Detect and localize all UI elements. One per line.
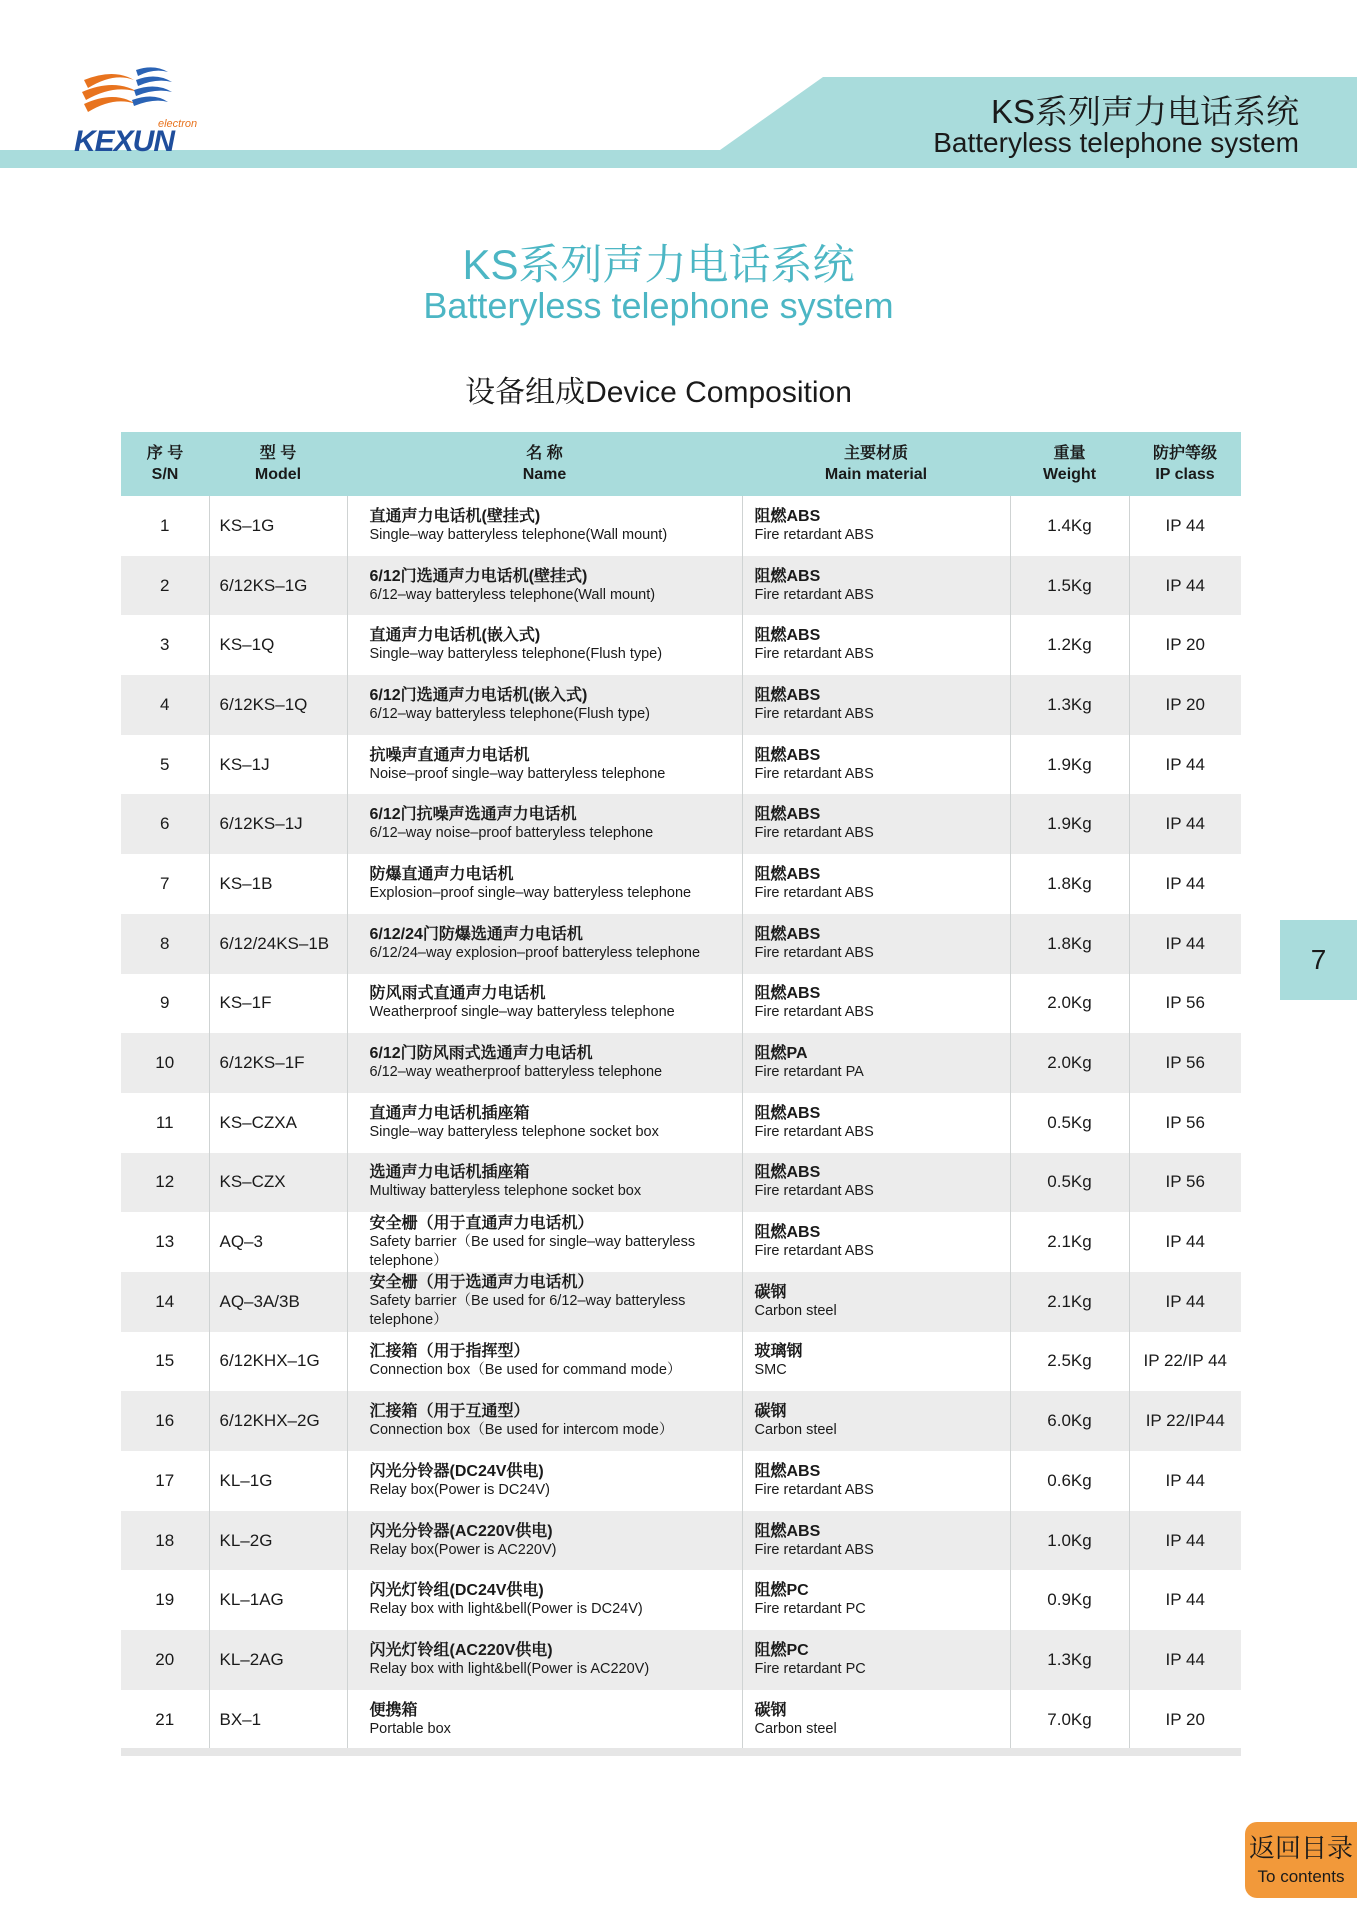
cell-material	[742, 1511, 1010, 1571]
material-cn: 阻燃ABS	[754, 567, 821, 585]
cell-name	[347, 615, 742, 675]
cell-name	[347, 1690, 742, 1750]
material-cn: 玻璃钢	[754, 1343, 803, 1361]
table-row	[121, 1451, 1241, 1511]
cell-weight: 2.0Kg	[1010, 1033, 1129, 1093]
cell-weight: 1.2Kg	[1010, 615, 1129, 675]
material-en: Fire retardant PC	[754, 1601, 866, 1618]
cell-name	[347, 914, 742, 974]
name-en: Explosion–proof single–way batteryless telephone	[369, 884, 692, 901]
cell-model: KL–2AG	[209, 1630, 347, 1690]
section-subtitle: 设备组成Device Composition	[465, 376, 852, 409]
cell-model: AQ–3A/3B	[209, 1272, 347, 1332]
cell-ip-class: IP 56	[1165, 1053, 1205, 1073]
material-cn: 阻燃ABS	[754, 746, 821, 764]
name-en: Portable box	[369, 1720, 451, 1737]
material-cn: 阻燃PC	[754, 1582, 809, 1600]
cell-weight: 1.4Kg	[1010, 496, 1129, 556]
cell-weight: 2.1Kg	[1010, 1272, 1129, 1332]
cell-sn: 9	[121, 974, 209, 1034]
cell-material	[742, 556, 1010, 616]
cell-material	[742, 1153, 1010, 1213]
cell-sn: 5	[121, 735, 209, 795]
cell-name	[347, 1391, 742, 1451]
name-cn: 闪光灯铃组(AC220V供电)	[369, 1641, 553, 1659]
cell-sn: 19	[121, 1570, 209, 1630]
table-row	[121, 1272, 1241, 1332]
material-cn: 阻燃ABS	[754, 925, 821, 943]
cell-ip-class: IP 56	[1165, 993, 1205, 1013]
page-title-cn: KS系列声力电话系统	[462, 241, 855, 288]
cell-material	[742, 1332, 1010, 1392]
cell-weight: 1.8Kg	[1010, 854, 1129, 914]
cell-weight: 0.9Kg	[1010, 1570, 1129, 1630]
cell-ip-class: IP 56	[1165, 1172, 1205, 1192]
cell-model: KS–1J	[209, 735, 347, 795]
name-cn: 汇接箱（用于互通型）	[369, 1403, 530, 1421]
material-cn: 阻燃PA	[754, 1045, 808, 1063]
cell-weight: 2.5Kg	[1010, 1332, 1129, 1392]
name-cn: 抗噪声直通声力电话机	[369, 746, 530, 764]
material-cn: 阻燃PC	[754, 1641, 809, 1659]
cell-sn: 17	[121, 1451, 209, 1511]
cell-material	[742, 1451, 1010, 1511]
material-en: Fire retardant ABS	[754, 1183, 874, 1200]
cell-ip-class: IP 44	[1165, 1530, 1205, 1550]
name-en: 6/12–way batteryless telephone(Wall mount)	[369, 586, 656, 603]
cell-weight: 7.0Kg	[1010, 1690, 1129, 1750]
cell-name	[347, 1033, 742, 1093]
cell-weight: 1.3Kg	[1010, 1630, 1129, 1690]
material-cn: 阻燃ABS	[754, 1164, 821, 1182]
cell-material	[742, 1391, 1010, 1451]
name-en: Relay box(Power is DC24V)	[369, 1481, 551, 1498]
cell-material	[742, 1690, 1010, 1750]
name-cn: 6/12门选通声力电话机(壁挂式)	[369, 567, 588, 585]
cell-model: KS–1Q	[209, 615, 347, 675]
material-cn: 阻燃ABS	[754, 1522, 821, 1540]
cell-name	[347, 1153, 742, 1213]
name-en: Safety barrier（Be used for single–way batteryless telephone）	[369, 1233, 696, 1269]
table-row	[121, 1093, 1241, 1153]
cell-material	[742, 1212, 1010, 1272]
material-en: Fire retardant ABS	[754, 1123, 874, 1140]
material-en: Fire retardant ABS	[754, 705, 874, 722]
cell-ip-class: IP 22/IP 44	[1143, 1351, 1227, 1371]
cell-model: 6/12KS–1Q	[209, 675, 347, 735]
cell-sn: 13	[121, 1212, 209, 1272]
cell-name	[347, 1332, 742, 1392]
cell-sn: 20	[121, 1630, 209, 1690]
table-header-row	[121, 432, 1241, 496]
cell-sn: 12	[121, 1153, 209, 1213]
material-en: Fire retardant ABS	[754, 825, 874, 842]
table-row	[121, 1153, 1241, 1213]
name-en: Connection box（Be used for intercom mode）	[369, 1422, 674, 1439]
material-en: Fire retardant ABS	[754, 884, 874, 901]
cell-name	[347, 1272, 742, 1332]
cell-ip-class: IP 44	[1165, 1470, 1205, 1490]
cell-weight: 1.8Kg	[1010, 914, 1129, 974]
material-cn: 阻燃ABS	[754, 627, 821, 645]
cell-model: KL–2G	[209, 1511, 347, 1571]
cell-material	[742, 1570, 1010, 1630]
table-row	[121, 1570, 1241, 1630]
cell-material	[742, 914, 1010, 974]
material-cn: 碳钢	[754, 1403, 787, 1421]
material-cn: 阻燃ABS	[754, 1224, 821, 1242]
material-en: Fire retardant ABS	[754, 1243, 874, 1260]
cell-name	[347, 1451, 742, 1511]
cell-sn: 1	[121, 496, 209, 556]
cell-weight: 6.0Kg	[1010, 1391, 1129, 1451]
cell-ip-class: IP 44	[1165, 1232, 1205, 1252]
cell-weight: 0.6Kg	[1010, 1451, 1129, 1511]
name-en: 6/12/24–way explosion–proof batteryless telephone	[369, 944, 701, 961]
cell-ip-class: IP 44	[1165, 575, 1205, 595]
name-cn: 6/12门选通声力电话机(嵌入式)	[369, 686, 588, 704]
name-cn: 安全栅（用于直通声力电话机）	[369, 1214, 594, 1232]
cell-model: KS–1F	[209, 974, 347, 1034]
cell-name	[347, 556, 742, 616]
logo-subtext: electron	[158, 118, 198, 130]
cell-model: BX–1	[209, 1690, 347, 1750]
name-cn: 安全栅（用于选通声力电话机）	[369, 1274, 594, 1292]
name-en: Weatherproof single–way batteryless telephone	[369, 1004, 675, 1021]
cell-model: 6/12KS–1G	[209, 556, 347, 616]
cell-sn: 4	[121, 675, 209, 735]
cell-model: AQ–3	[209, 1212, 347, 1272]
cell-material	[742, 794, 1010, 854]
name-en: Single–way batteryless telephone socket box	[369, 1123, 659, 1140]
cell-model: 6/12KHX–2G	[209, 1391, 347, 1451]
cell-material	[742, 854, 1010, 914]
cell-model: KL–1AG	[209, 1570, 347, 1630]
cell-weight: 1.5Kg	[1010, 556, 1129, 616]
name-cn: 6/12门防风雨式选通声力电话机	[369, 1045, 593, 1063]
material-cn: 阻燃ABS	[754, 507, 821, 525]
table-row	[121, 1690, 1241, 1750]
back-button-label-cn: 返回目录	[1248, 1833, 1353, 1863]
header-model: 型 号 Model	[254, 445, 302, 483]
header-title-cn: KS系列声力电话系统	[990, 93, 1299, 130]
header-weight: 重量 Weight	[1042, 445, 1097, 483]
cell-weight: 1.3Kg	[1010, 675, 1129, 735]
cell-ip-class: IP 44	[1165, 754, 1205, 774]
name-en: Safety barrier（Be used for 6/12–way batteryless telephone）	[369, 1293, 686, 1329]
name-cn: 直通声力电话机(壁挂式)	[369, 507, 541, 525]
table-row	[121, 794, 1241, 854]
cell-name	[347, 1212, 742, 1272]
cell-name	[347, 1093, 742, 1153]
cell-model: KS–1B	[209, 854, 347, 914]
cell-name	[347, 735, 742, 795]
material-cn: 碳钢	[754, 1283, 787, 1301]
cell-ip-class: IP 44	[1165, 814, 1205, 834]
header-ip-class: 防护等级 IP class	[1152, 445, 1217, 483]
material-cn: 碳钢	[754, 1701, 787, 1719]
cell-sn: 14	[121, 1272, 209, 1332]
name-en: 6/12–way batteryless telephone(Flush type)	[369, 705, 650, 722]
name-cn: 选通声力电话机插座箱	[369, 1164, 530, 1182]
cell-sn: 6	[121, 794, 209, 854]
cell-weight: 1.0Kg	[1010, 1511, 1129, 1571]
cell-name	[347, 1630, 742, 1690]
cell-weight: 1.9Kg	[1010, 735, 1129, 795]
cell-material	[742, 974, 1010, 1034]
material-en: Fire retardant ABS	[754, 526, 874, 543]
cell-material	[742, 1630, 1010, 1690]
material-cn: 阻燃ABS	[754, 985, 821, 1003]
material-en: Fire retardant ABS	[754, 765, 874, 782]
material-en: Fire retardant ABS	[754, 944, 874, 961]
cell-sn: 8	[121, 914, 209, 974]
name-cn: 6/12门抗噪声选通声力电话机	[369, 806, 577, 824]
table-row	[121, 735, 1241, 795]
cell-name	[347, 496, 742, 556]
material-en: Carbon steel	[754, 1422, 837, 1439]
name-en: Multiway batteryless telephone socket box	[369, 1183, 642, 1200]
cell-ip-class: IP 56	[1165, 1112, 1205, 1132]
name-cn: 6/12/24门防爆选通声力电话机	[369, 925, 583, 943]
cell-name	[347, 675, 742, 735]
cell-material	[742, 1272, 1010, 1332]
table-row	[121, 974, 1241, 1034]
material-cn: 阻燃ABS	[754, 1104, 821, 1122]
cell-ip-class: IP 22/IP44	[1145, 1411, 1225, 1431]
name-en: Relay box(Power is AC220V)	[369, 1541, 557, 1558]
name-en: Connection box（Be used for command mode）	[369, 1362, 682, 1379]
cell-weight: 2.1Kg	[1010, 1212, 1129, 1272]
cell-weight: 2.0Kg	[1010, 974, 1129, 1034]
name-cn: 闪光分铃器(AC220V供电)	[369, 1522, 553, 1540]
cell-sn: 7	[121, 854, 209, 914]
table-row	[121, 914, 1241, 974]
table-row	[121, 1511, 1241, 1571]
cell-ip-class: IP 44	[1165, 1590, 1205, 1610]
page-title-en: Batteryless telephone system	[423, 285, 894, 326]
material-en: SMC	[754, 1362, 787, 1379]
name-cn: 闪光分铃器(DC24V供电)	[369, 1462, 544, 1480]
cell-model: 6/12KS–1J	[209, 794, 347, 854]
cell-sn: 11	[121, 1093, 209, 1153]
table-row	[121, 1212, 1241, 1272]
header-material: 主要材质 Main material	[824, 445, 928, 483]
material-cn: 阻燃ABS	[754, 806, 821, 824]
cell-sn: 3	[121, 615, 209, 675]
table-row	[121, 675, 1241, 735]
name-cn: 直通声力电话机(嵌入式)	[369, 627, 541, 645]
name-en: Relay box with light&bell(Power is AC220V)	[369, 1660, 650, 1677]
cell-sn: 2	[121, 556, 209, 616]
cell-material	[742, 675, 1010, 735]
page-number-tab: 7	[1280, 920, 1357, 1000]
name-cn: 防爆直通声力电话机	[369, 865, 514, 883]
cell-model: KL–1G	[209, 1451, 347, 1511]
cell-sn: 18	[121, 1511, 209, 1571]
cell-sn: 10	[121, 1033, 209, 1093]
cell-model: 6/12KS–1F	[209, 1033, 347, 1093]
cell-ip-class: IP 44	[1165, 515, 1205, 535]
back-button-label-en: To contents	[1257, 1867, 1345, 1886]
material-cn: 阻燃ABS	[754, 1462, 821, 1480]
name-cn: 防风雨式直通声力电话机	[369, 985, 546, 1003]
cell-material	[742, 1093, 1010, 1153]
cell-sn: 16	[121, 1391, 209, 1451]
name-en: Relay box with light&bell(Power is DC24V)	[369, 1601, 643, 1618]
logo-wordmark: KEXUN	[74, 125, 175, 158]
name-en: 6/12–way weatherproof batteryless telephone	[369, 1064, 663, 1081]
table-row	[121, 854, 1241, 914]
name-cn: 汇接箱（用于指挥型）	[369, 1343, 530, 1361]
cell-material	[742, 735, 1010, 795]
name-en: Single–way batteryless telephone(Wall mount)	[369, 526, 668, 543]
header-title-en: Batteryless telephone system	[933, 127, 1299, 158]
cell-model: KS–1G	[209, 496, 347, 556]
cell-name	[347, 974, 742, 1034]
material-en: Fire retardant PA	[754, 1064, 864, 1081]
cell-weight: 0.5Kg	[1010, 1093, 1129, 1153]
name-en: Single–way batteryless telephone(Flush type)	[369, 646, 663, 663]
cell-sn: 15	[121, 1332, 209, 1392]
cell-weight: 1.9Kg	[1010, 794, 1129, 854]
cell-material	[742, 496, 1010, 556]
material-en: Fire retardant ABS	[754, 586, 874, 603]
name-en: 6/12–way noise–proof batteryless telephone	[369, 825, 654, 842]
table-row	[121, 556, 1241, 616]
cell-ip-class: IP 44	[1165, 873, 1205, 893]
cell-ip-class: IP 20	[1165, 694, 1205, 714]
table-row	[121, 1033, 1241, 1093]
header-sn: 序 号 S/N	[146, 445, 184, 483]
cell-ip-class: IP 44	[1165, 933, 1205, 953]
cell-model: KS–CZX	[209, 1153, 347, 1213]
table-row	[121, 496, 1241, 556]
name-en: Noise–proof single–way batteryless telephone	[369, 765, 666, 782]
name-cn: 闪光灯铃组(DC24V供电)	[369, 1582, 544, 1600]
material-en: Fire retardant PC	[754, 1660, 866, 1677]
cell-material	[742, 615, 1010, 675]
material-en: Fire retardant ABS	[754, 646, 874, 663]
name-cn: 便携箱	[369, 1701, 418, 1719]
material-en: Fire retardant ABS	[754, 1541, 874, 1558]
material-en: Fire retardant ABS	[754, 1004, 874, 1021]
header-name: 名 称 Name	[522, 445, 567, 483]
material-en: Carbon steel	[754, 1302, 837, 1319]
cell-sn: 21	[121, 1690, 209, 1750]
table-row	[121, 1391, 1241, 1451]
cell-name	[347, 1511, 742, 1571]
cell-ip-class: IP 44	[1165, 1291, 1205, 1311]
table-row	[121, 1630, 1241, 1690]
cell-model: KS–CZXA	[209, 1093, 347, 1153]
material-en: Carbon steel	[754, 1720, 837, 1737]
material-en: Fire retardant ABS	[754, 1481, 874, 1498]
table-row	[121, 615, 1241, 675]
material-cn: 阻燃ABS	[754, 686, 821, 704]
cell-name	[347, 794, 742, 854]
cell-model: 6/12/24KS–1B	[209, 914, 347, 974]
cell-name	[347, 854, 742, 914]
cell-material	[742, 1033, 1010, 1093]
back-to-contents-button[interactable]	[1245, 1822, 1357, 1898]
material-cn: 阻燃ABS	[754, 865, 821, 883]
device-composition-table	[121, 432, 1241, 1749]
cell-ip-class: IP 20	[1165, 1709, 1205, 1729]
cell-model: 6/12KHX–1G	[209, 1332, 347, 1392]
cell-weight: 0.5Kg	[1010, 1153, 1129, 1213]
table-row	[121, 1332, 1241, 1392]
cell-name	[347, 1570, 742, 1630]
cell-ip-class: IP 44	[1165, 1649, 1205, 1669]
name-cn: 直通声力电话机插座箱	[369, 1104, 530, 1122]
table-bottom-rule	[121, 1748, 1241, 1756]
cell-ip-class: IP 20	[1165, 635, 1205, 655]
